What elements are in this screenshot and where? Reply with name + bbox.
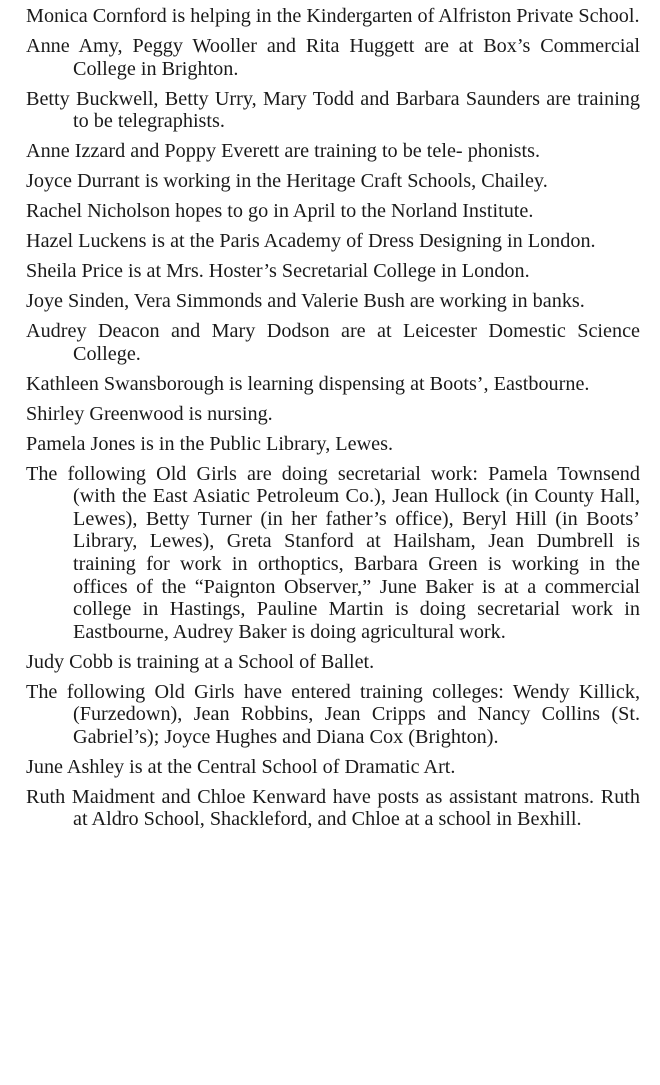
paragraph-june-ashley: June Ashley is at the Central School of Dramatic Art. xyxy=(26,755,456,778)
paragraph-box-commercial-college: Anne Amy, Peggy Wooller and Rita Huggett are at Box’s Commercial College in Brighton. xyxy=(26,34,640,80)
paragraph-sheila-price: Sheila Price is at Mrs. Hoster’s Secretarial College in London. xyxy=(26,260,530,283)
paragraph-rachel-nicholson: Rachel Nicholson hopes to go in April to the Norland Institute. xyxy=(26,200,534,223)
paragraph-telephonists: Anne Izzard and Poppy Everett are training to be tele- phonists. xyxy=(26,140,541,163)
paragraph-monica-cornford: Monica Cornford is helping in the Kindergarten of Alfriston Private School. xyxy=(26,5,640,27)
paragraph-shirley-greenwood: Shirley Greenwood is nursing. xyxy=(26,402,273,425)
paragraph-hazel-luckens: Hazel Luckens is at the Paris Academy of Dress Designing in London. xyxy=(26,230,596,253)
paragraph-banks: Joye Sinden, Vera Simmonds and Valerie Bush are working in banks. xyxy=(26,290,585,313)
paragraph-kathleen-swansborough: Kathleen Swansborough is learning dispensing at Boots’, Eastbourne. xyxy=(26,372,590,395)
paragraph-joyce-durrant: Joyce Durrant is working in the Heritage Craft Schools, Chailey. xyxy=(26,170,548,193)
paragraph-domestic-science: Audrey Deacon and Mary Dodson are at Leicester Domestic Science College. xyxy=(26,320,640,365)
paragraph-pamela-jones: Pamela Jones is in the Public Library, Lewes. xyxy=(26,432,394,455)
document-page xyxy=(26,5,640,831)
paragraph-secretarial-work: The following Old Girls are doing secretarial work: Pamela Townsend (with the East Asiatic Petroleum Co.), Jean Hullock (in County Hall, Lewes), Betty Turner (in her father’s office), Beryl Hill (in Boots’ Library, Lewes), Greta Stanford at Hailsham, Jean Dumbrell is training for work in orthoptics, Barbara Green is working in the offices of the “Paignton Observer,” June Baker is at a commercial college in Hastings, Pauline Martin is doing secretarial work in Eastbourne, Audrey Baker is doing agricultural work. xyxy=(26,462,640,643)
paragraph-training-colleges: The following Old Girls have entered training colleges: Wendy Killick, (Furzedown), Jean Robbins, Jean Cripps and Nancy Collins (St. Gabriel’s); Joyce Hughes and Diana Cox (Brighton). xyxy=(26,680,640,748)
paragraph-judy-cobb: Judy Cobb is training at a School of Ballet. xyxy=(26,650,375,673)
paragraph-assistant-matrons: Ruth Maidment and Chloe Kenward have posts as assistant matrons. Ruth at Aldro School, Shackleford, and Chloe at a school in Bexhill. xyxy=(26,785,640,831)
paragraph-telegraphists: Betty Buckwell, Betty Urry, Mary Todd and Barbara Saunders are training to be telegraphists. xyxy=(26,87,640,133)
